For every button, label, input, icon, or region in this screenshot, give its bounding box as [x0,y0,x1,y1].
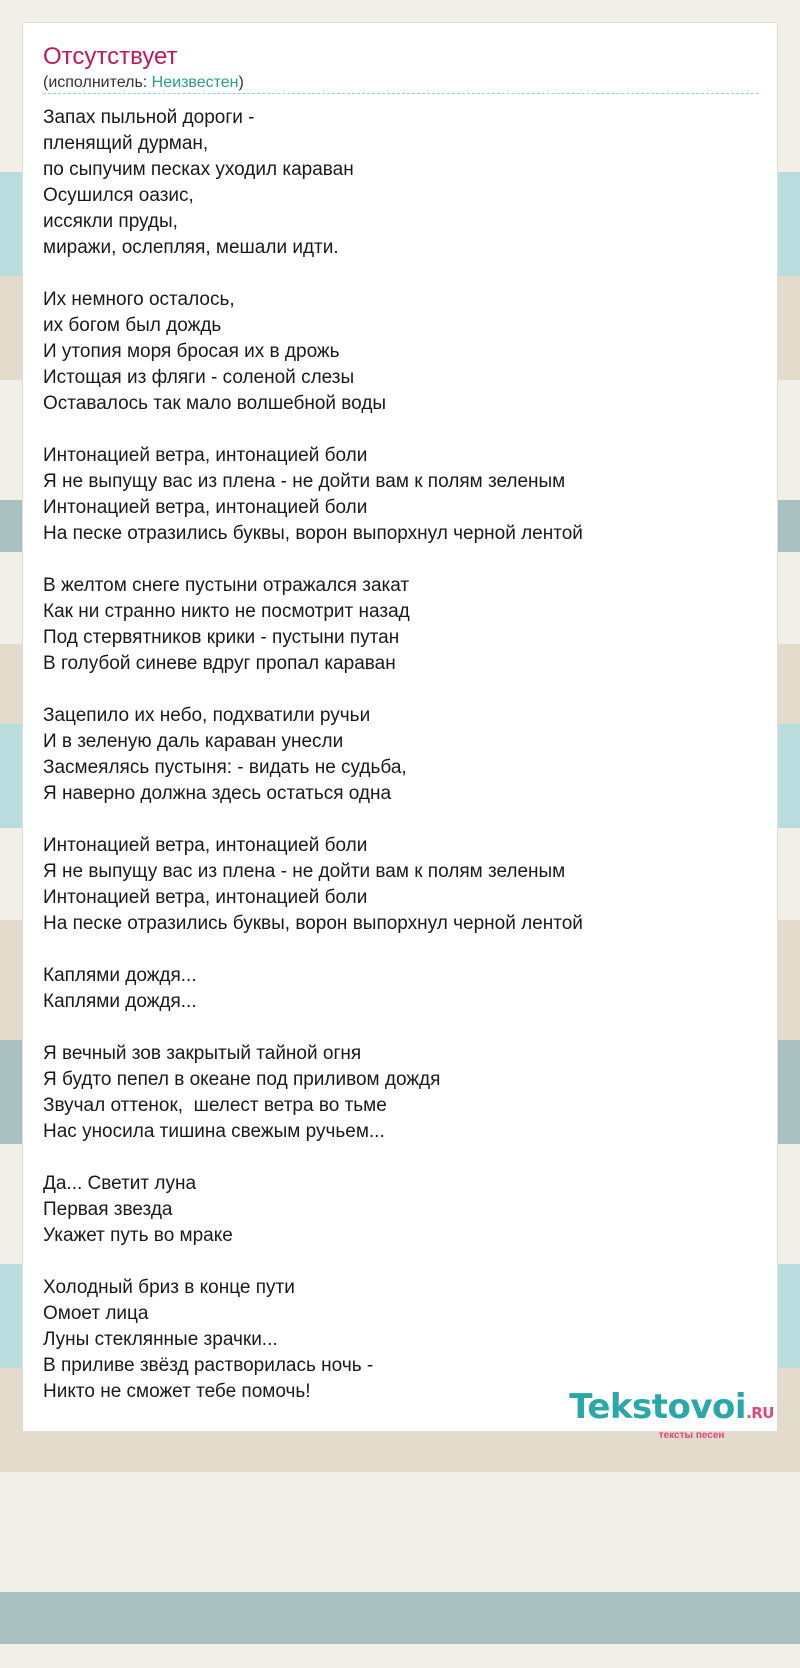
lyric-line: На песке отразились буквы, ворон выпорхнул черной лентой [43,913,583,934]
lyric-line: Интонацией ветра, интонацией боли [43,887,368,908]
logo-wordmark [569,1387,774,1430]
lyric-line: Каплями дождя... [43,965,197,986]
lyric-line: Под стервятников крики - пустыни путан [43,627,400,648]
lyric-line [43,1145,759,1171]
background-stripe [0,1472,800,1592]
lyric-line: Нас уносила тишина свежым ручьем... [43,1121,385,1142]
lyric-line: Каплями дождя... [43,991,197,1012]
lyric-line [43,261,759,287]
artist-link[interactable]: Неизвестен [151,74,239,91]
lyric-line: Оставалось так мало волшебной воды [43,393,387,414]
lyric-line: Я наверно должна здесь остаться одна [43,783,392,804]
logo-tld: .RU [746,1404,774,1422]
lyric-line: Первая звезда [43,1199,173,1220]
title-divider [43,93,759,94]
artist-prefix: (исполнитель: [43,74,152,91]
lyric-line [43,1249,759,1275]
lyric-line: Укажет путь во мраке [43,1225,233,1246]
lyric-line: Осушился оазис, [43,185,194,206]
lyric-line: Омоет лица [43,1303,149,1324]
lyrics-card [22,22,778,1432]
lyric-line: Истощая из фляги - соленой слезы [43,367,355,388]
lyric-line: На песке отразились буквы, ворон выпорхнул черной лентой [43,523,583,544]
lyrics-text [43,105,759,1405]
lyric-line: Да... Светит луна [43,1173,197,1194]
lyric-line: Луны стеклянные зрачки... [43,1329,278,1350]
lyric-line: И в зеленую даль караван унесли [43,731,344,752]
site-logo[interactable] [569,1387,774,1442]
lyric-line: пленящий дурман, [43,133,209,154]
lyric-line: Интонацией ветра, интонацией боли [43,497,368,518]
lyric-line: Интонацией ветра, интонацией боли [43,445,368,466]
lyric-line: Я не выпущу вас из плена - не дойти вам к полям зеленым [43,861,566,882]
lyric-line [43,677,759,703]
lyric-line: В желтом снеге пустыни отражался закат [43,575,410,596]
artist-line [43,73,244,93]
lyric-line: И утопия моря бросая их в дрожь [43,341,340,362]
lyric-line [43,1015,759,1041]
lyric-line [43,547,759,573]
lyric-line: Я вечный зов закрытый тайной огня [43,1043,362,1064]
lyric-line: их богом был дождь [43,315,222,336]
logo-tagline: тексты песен [658,1430,725,1441]
lyric-line: Холодный бриз в конце пути [43,1277,295,1298]
logo-name: Tekstovoi [569,1387,747,1427]
lyric-line: Никто не сможет тебе помочь! [43,1381,311,1402]
lyric-line: Я будто пепел в океане под приливом дождя [43,1069,441,1090]
lyric-line [43,937,759,963]
lyric-line: Я не выпущу вас из плена - не дойти вам к полям зеленым [43,471,566,492]
lyric-line [43,417,759,443]
background-stripe [0,1644,800,1668]
lyric-line: Зацепило их небо, подхватили ручьи [43,705,371,726]
lyric-line: В голубой синеве вдруг пропал караван [43,653,396,674]
lyric-line: иссякли пруды, [43,211,178,232]
lyric-line [43,807,759,833]
background-stripe [0,1592,800,1644]
lyric-line: Запах пыльной дороги - [43,107,255,128]
lyric-line: по сыпучим песках уходил караван [43,159,354,180]
lyric-line: Звучал оттенок, шелест ветра во тьме [43,1095,387,1116]
lyric-line: Как ни странно никто не посмотрит назад [43,601,410,622]
lyric-line: Засмеялясь пустыня: - видать не судьба, [43,757,407,778]
lyric-line: Интонацией ветра, интонацией боли [43,835,368,856]
song-title: Отсутствует [43,43,178,70]
artist-suffix: ) [238,74,244,91]
lyric-line: В приливе звёзд растворилась ночь - [43,1355,374,1376]
lyric-line: Их немного осталось, [43,289,235,310]
lyric-line: миражи, ослепляя, мешали идти. [43,237,339,258]
